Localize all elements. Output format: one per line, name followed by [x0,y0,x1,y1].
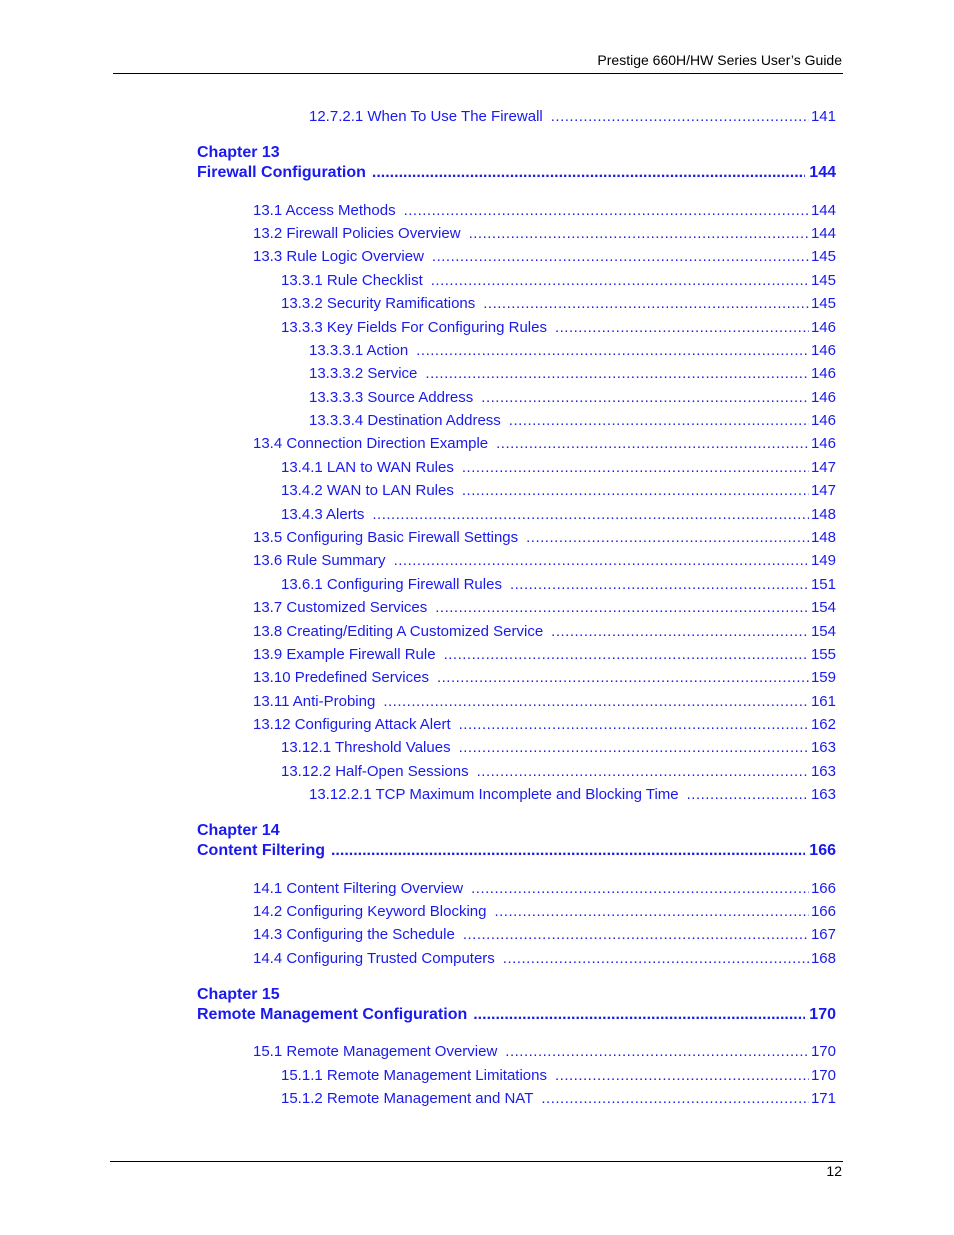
toc-entry-label: 13.2 Firewall Policies Overview [253,225,461,242]
toc-entry-page: 145 [810,295,836,312]
dot-leader [416,342,809,360]
toc-entry-label: 13.12.1 Threshold Values [281,739,451,756]
toc-entry[interactable] [253,623,836,641]
toc-entry[interactable] [253,693,836,711]
chapter-13-title-entry[interactable] [197,164,836,182]
dot-leader [494,903,809,921]
dot-leader [432,248,809,266]
toc-entry[interactable] [253,880,836,898]
chapter-title: Content Filtering [197,842,325,859]
toc-entry-label: 13.11 Anti-Probing [253,693,376,710]
toc-entry-page: 162 [810,716,836,733]
dot-leader [372,164,805,182]
toc-entry[interactable] [253,225,836,243]
toc-entry-page: 167 [810,926,836,943]
dot-leader [425,365,809,383]
chapter-15-title-entry[interactable] [197,1006,836,1024]
toc-entry-label: 13.4.1 LAN to WAN Rules [281,459,454,476]
toc-entry-page: 145 [810,272,836,289]
toc-entry-page: 163 [810,763,836,780]
toc-entry-label: 13.4 Connection Direction Example [253,435,489,452]
toc-entry-page: 146 [810,412,836,429]
toc-entry[interactable] [253,669,836,687]
running-header: Prestige 660H/HW Series User’s Guide [597,52,842,68]
toc-entry[interactable] [253,529,836,547]
toc-entry-page: 144 [810,202,836,219]
toc-entry[interactable] [253,950,836,968]
toc-entry-page: 141 [810,108,836,125]
toc-entry-page: 168 [810,950,836,967]
toc-entry[interactable] [281,482,836,500]
toc-entry-label: 13.3.1 Rule Checklist [281,272,423,289]
dot-leader [372,506,809,524]
toc-entry-label: 13.4.3 Alerts [281,506,365,523]
dot-leader [331,842,805,860]
dot-leader [477,763,809,781]
dot-leader [555,319,809,337]
toc-entry[interactable] [281,459,836,477]
toc-entry-page: 148 [810,529,836,546]
toc-entry[interactable] [253,552,836,570]
dot-leader [469,225,809,243]
toc-entry-page: 171 [810,1090,836,1107]
dot-leader [509,412,809,430]
header-divider [113,73,843,74]
toc-entry-label: 13.8 Creating/Editing A Customized Service [253,623,544,640]
toc-entry-label: 13.9 Example Firewall Rule [253,646,436,663]
toc-entry-label: 15.1 Remote Management Overview [253,1043,498,1060]
toc-entry-label: 13.7 Customized Services [253,599,428,616]
chapter-page: 170 [809,1006,836,1023]
toc-entry-page: 166 [810,903,836,920]
dot-leader [551,623,809,641]
toc-entry-label: 14.4 Configuring Trusted Computers [253,950,495,967]
dot-leader [483,295,809,313]
toc-entry-label: 15.1.2 Remote Management and NAT [281,1090,534,1107]
toc-entry-label: 13.4.2 WAN to LAN Rules [281,482,454,499]
toc-entry-page: 170 [810,1043,836,1060]
toc-entry[interactable] [253,716,836,734]
chapter-page: 166 [809,842,836,859]
toc-entry[interactable] [253,202,836,220]
dot-leader [437,669,809,687]
toc-entry-label: 13.6.1 Configuring Firewall Rules [281,576,502,593]
toc-entry-label: 13.3.2 Security Ramifications [281,295,476,312]
toc-entry-label: 14.2 Configuring Keyword Blocking [253,903,487,920]
toc-entry-page: 146 [810,342,836,359]
toc-entry-label: 13.6 Rule Summary [253,552,386,569]
toc-entry-page: 163 [810,786,836,803]
chapter-14-label[interactable]: Chapter 14 [197,822,280,839]
chapter-13-label[interactable]: Chapter 13 [197,144,280,161]
toc-entry[interactable] [309,412,836,430]
toc-entry-page: 159 [810,669,836,686]
toc-entry-page: 146 [810,389,836,406]
page-number: 12 [826,1163,842,1179]
chapter-page: 144 [809,164,836,181]
dot-leader [526,529,809,547]
toc-entry[interactable] [281,295,836,313]
dot-leader [404,202,809,220]
toc-entry-page: 155 [810,646,836,663]
toc-entry[interactable] [281,1067,836,1085]
toc-entry-page: 163 [810,739,836,756]
chapter-15-label[interactable]: Chapter 15 [197,986,280,1003]
toc-entry-page: 170 [810,1067,836,1084]
dot-leader [444,646,809,664]
dot-leader [459,739,809,757]
dot-leader [431,272,809,290]
dot-leader [555,1067,809,1085]
dot-leader [503,950,809,968]
toc-entry-label: 14.1 Content Filtering Overview [253,880,464,897]
dot-leader [462,482,809,500]
toc-entry[interactable] [253,646,836,664]
dot-leader [462,459,809,477]
toc-entry[interactable] [281,506,836,524]
toc-entry[interactable] [253,248,836,266]
toc-entry-label: 13.12 Configuring Attack Alert [253,716,451,733]
toc-entry[interactable] [253,435,836,453]
toc-entry-page: 146 [810,365,836,382]
dot-leader [435,599,809,617]
toc-entry-label: 13.3 Rule Logic Overview [253,248,424,265]
toc-entry[interactable] [253,926,836,944]
toc-entry-page: 146 [810,319,836,336]
dot-leader [459,716,809,734]
toc-entry-label: 13.5 Configuring Basic Firewall Settings [253,529,519,546]
toc-entry[interactable] [309,108,836,126]
toc-entry-label: 13.1 Access Methods [253,202,396,219]
toc-entry-page: 144 [810,225,836,242]
toc-entry-page: 146 [810,435,836,452]
toc-entry-page: 145 [810,248,836,265]
toc-entry[interactable] [281,576,836,594]
toc-entry[interactable] [281,272,836,290]
toc-entry-page: 148 [810,506,836,523]
dot-leader [687,786,809,804]
chapter-title: Firewall Configuration [197,164,366,181]
toc-entry-label: 13.12.2 Half-Open Sessions [281,763,469,780]
dot-leader [471,880,809,898]
toc-entry-label: 13.3.3.2 Service [309,365,418,382]
dot-leader [394,552,809,570]
dot-leader [496,435,809,453]
toc-entry-page: 154 [810,623,836,640]
toc-entry-page: 147 [810,459,836,476]
toc-entry-label: 12.7.2.1 When To Use The Firewall [309,108,543,125]
toc-entry-label: 13.3.3.4 Destination Address [309,412,501,429]
dot-leader [463,926,809,944]
toc-entry[interactable] [309,365,836,383]
toc-entry-page: 166 [810,880,836,897]
toc-entry[interactable] [281,739,836,757]
dot-leader [481,389,809,407]
footer-divider [110,1161,843,1162]
toc-entry-label: 14.3 Configuring the Schedule [253,926,455,943]
toc-entry-page: 151 [810,576,836,593]
dot-leader [383,693,809,711]
toc-entry[interactable] [253,903,836,921]
toc-entry[interactable] [309,342,836,360]
dot-leader [541,1090,809,1108]
toc-entry-label: 13.12.2.1 TCP Maximum Incomplete and Blocking Time [309,786,679,803]
dot-leader [551,108,809,126]
toc-entry[interactable] [253,1043,836,1061]
toc-entry-label: 13.3.3 Key Fields For Configuring Rules [281,319,547,336]
toc-entry-label: 13.3.3.1 Action [309,342,409,359]
toc-entry-label: 13.3.3.3 Source Address [309,389,474,406]
toc-entry-page: 154 [810,599,836,616]
toc-entry-label: 13.10 Predefined Services [253,669,429,686]
toc-entry-page: 161 [810,693,836,710]
chapter-title: Remote Management Configuration [197,1006,468,1023]
dot-leader [505,1043,809,1061]
toc-entry[interactable] [281,319,836,337]
toc-entry[interactable] [253,599,836,617]
toc-entry[interactable] [281,763,836,781]
chapter-14-title-entry[interactable] [197,842,836,860]
toc-entry-page: 147 [810,482,836,499]
toc-entry-label: 15.1.1 Remote Management Limitations [281,1067,547,1084]
toc-entry[interactable] [281,1090,836,1108]
toc-entry-page: 149 [810,552,836,569]
dot-leader [510,576,809,594]
toc-entry[interactable] [309,389,836,407]
dot-leader [473,1006,805,1024]
toc-entry[interactable] [309,786,836,804]
